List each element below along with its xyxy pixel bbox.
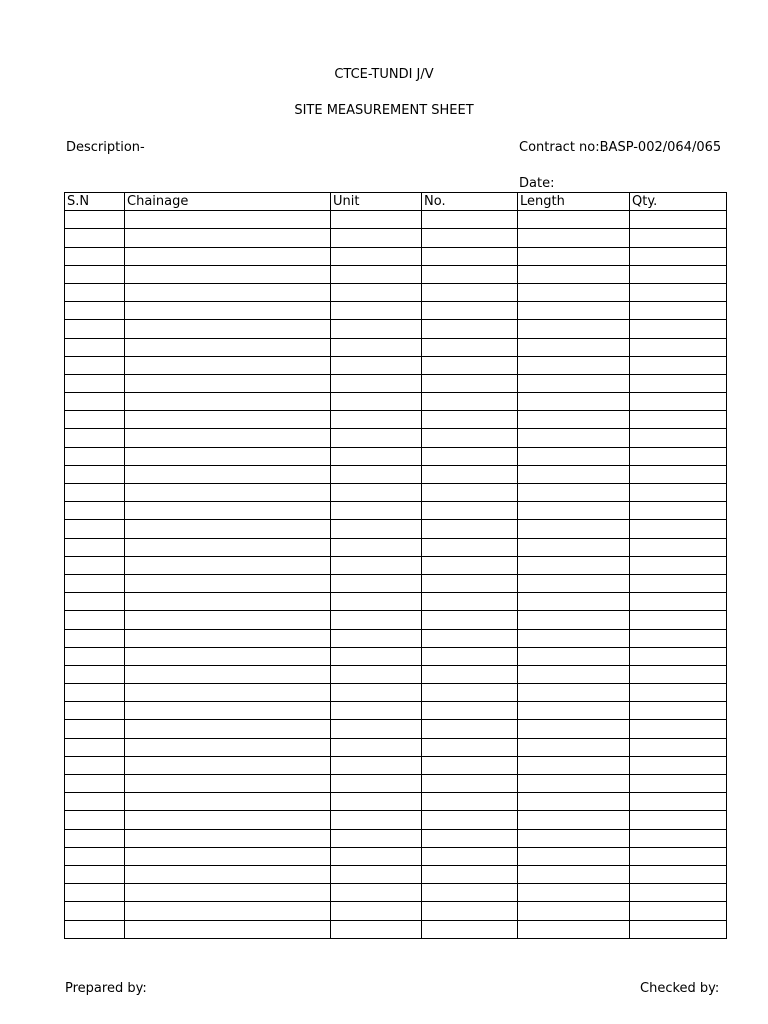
table-cell	[65, 684, 125, 702]
table-cell	[125, 684, 331, 702]
table-cell	[422, 829, 518, 847]
column-header-unit: Unit	[331, 193, 422, 211]
table-cell	[518, 902, 630, 920]
table-cell	[422, 593, 518, 611]
table-cell	[125, 865, 331, 883]
table-cell	[518, 720, 630, 738]
table-cell	[331, 702, 422, 720]
table-cell	[422, 211, 518, 229]
table-cell	[331, 902, 422, 920]
table-cell	[518, 847, 630, 865]
table-cell	[65, 865, 125, 883]
sheet-title: SITE MEASUREMENT SHEET	[294, 103, 474, 118]
table-cell	[518, 611, 630, 629]
table-cell	[331, 229, 422, 247]
table-cell	[630, 593, 727, 611]
table-cell	[422, 702, 518, 720]
table-cell	[518, 320, 630, 338]
table-row	[65, 920, 727, 938]
table-cell	[422, 756, 518, 774]
table-cell	[331, 629, 422, 647]
table-cell	[630, 738, 727, 756]
table-cell	[125, 356, 331, 374]
table-cell	[630, 247, 727, 265]
table-cell	[518, 865, 630, 883]
table-cell	[125, 756, 331, 774]
prepared-by-label: Prepared by:	[65, 981, 147, 996]
table-cell	[630, 393, 727, 411]
table-cell	[125, 847, 331, 865]
table-cell	[125, 647, 331, 665]
table-cell	[630, 447, 727, 465]
table-cell	[630, 302, 727, 320]
table-cell	[518, 520, 630, 538]
table-cell	[422, 520, 518, 538]
table-row	[65, 429, 727, 447]
table-cell	[331, 647, 422, 665]
table-cell	[65, 574, 125, 592]
table-cell	[630, 629, 727, 647]
table-row	[65, 265, 727, 283]
table-cell	[630, 320, 727, 338]
table-cell	[65, 665, 125, 683]
table-row	[65, 374, 727, 392]
table-cell	[125, 429, 331, 447]
table-cell	[518, 229, 630, 247]
table-cell	[630, 865, 727, 883]
table-cell	[331, 538, 422, 556]
table-cell	[125, 320, 331, 338]
table-cell	[518, 756, 630, 774]
table-cell	[65, 283, 125, 301]
table-cell	[630, 338, 727, 356]
table-cell	[630, 411, 727, 429]
table-cell	[65, 720, 125, 738]
table-cell	[125, 793, 331, 811]
column-header-chainage: Chainage	[125, 193, 331, 211]
table-cell	[65, 811, 125, 829]
table-cell	[65, 374, 125, 392]
table-cell	[65, 611, 125, 629]
table-cell	[422, 302, 518, 320]
table-cell	[125, 611, 331, 629]
table-row	[65, 756, 727, 774]
table-cell	[630, 556, 727, 574]
table-cell	[422, 411, 518, 429]
table-cell	[65, 884, 125, 902]
table-cell	[630, 847, 727, 865]
table-row	[65, 229, 727, 247]
table-cell	[65, 756, 125, 774]
table-cell	[422, 247, 518, 265]
table-cell	[65, 738, 125, 756]
table-cell	[630, 520, 727, 538]
table-cell	[630, 429, 727, 447]
table-row	[65, 665, 727, 683]
table-cell	[422, 684, 518, 702]
table-cell	[630, 484, 727, 502]
table-cell	[331, 829, 422, 847]
table-cell	[65, 538, 125, 556]
table-cell	[331, 556, 422, 574]
table-row	[65, 611, 727, 629]
table-cell	[125, 393, 331, 411]
table-cell	[125, 829, 331, 847]
table-cell	[65, 593, 125, 611]
table-cell	[422, 320, 518, 338]
table-cell	[518, 465, 630, 483]
table-cell	[125, 302, 331, 320]
table-row	[65, 902, 727, 920]
table-cell	[331, 865, 422, 883]
table-cell	[331, 465, 422, 483]
table-cell	[518, 775, 630, 793]
table-row	[65, 484, 727, 502]
table-row	[65, 447, 727, 465]
company-name: CTCE-TUNDI J/V	[334, 67, 434, 82]
table-cell	[125, 574, 331, 592]
table-cell	[65, 775, 125, 793]
table-cell	[331, 793, 422, 811]
table-cell	[518, 665, 630, 683]
table-cell	[518, 411, 630, 429]
table-cell	[518, 829, 630, 847]
table-cell	[65, 411, 125, 429]
table-cell	[331, 884, 422, 902]
table-cell	[518, 793, 630, 811]
table-cell	[422, 775, 518, 793]
table-cell	[331, 356, 422, 374]
table-cell	[518, 484, 630, 502]
table-cell	[422, 393, 518, 411]
table-cell	[518, 884, 630, 902]
table-cell	[125, 447, 331, 465]
table-cell	[630, 647, 727, 665]
table-cell	[630, 684, 727, 702]
table-cell	[518, 920, 630, 938]
table-cell	[65, 320, 125, 338]
table-cell	[331, 847, 422, 865]
table-cell	[65, 338, 125, 356]
table-cell	[630, 211, 727, 229]
table-cell	[125, 556, 331, 574]
table-cell	[518, 211, 630, 229]
table-cell	[125, 902, 331, 920]
table-cell	[125, 720, 331, 738]
column-header-no: No.	[422, 193, 518, 211]
table-cell	[331, 502, 422, 520]
table-row	[65, 411, 727, 429]
table-cell	[65, 556, 125, 574]
table-cell	[65, 465, 125, 483]
table-cell	[422, 265, 518, 283]
table-cell	[331, 738, 422, 756]
table-row	[65, 793, 727, 811]
table-cell	[422, 574, 518, 592]
table-row	[65, 538, 727, 556]
table-cell	[125, 884, 331, 902]
table-cell	[331, 247, 422, 265]
table-cell	[518, 265, 630, 283]
table-cell	[422, 902, 518, 920]
table-cell	[125, 265, 331, 283]
table-cell	[65, 520, 125, 538]
table-cell	[331, 393, 422, 411]
table-cell	[331, 447, 422, 465]
table-cell	[125, 811, 331, 829]
table-cell	[422, 356, 518, 374]
table-cell	[630, 356, 727, 374]
table-cell	[125, 374, 331, 392]
table-cell	[331, 665, 422, 683]
table-cell	[125, 702, 331, 720]
table-cell	[630, 283, 727, 301]
table-cell	[518, 593, 630, 611]
table-cell	[422, 847, 518, 865]
table-cell	[65, 429, 125, 447]
table-cell	[331, 611, 422, 629]
table-cell	[331, 302, 422, 320]
table-cell	[65, 247, 125, 265]
table-row	[65, 574, 727, 592]
table-cell	[331, 720, 422, 738]
table-cell	[518, 738, 630, 756]
table-cell	[125, 229, 331, 247]
table-cell	[630, 374, 727, 392]
table-cell	[630, 611, 727, 629]
table-cell	[630, 665, 727, 683]
table-cell	[422, 484, 518, 502]
table-cell	[422, 338, 518, 356]
table-row	[65, 647, 727, 665]
table-row	[65, 502, 727, 520]
table-cell	[630, 538, 727, 556]
table-row	[65, 302, 727, 320]
table-cell	[65, 920, 125, 938]
table-row	[65, 320, 727, 338]
table-cell	[422, 665, 518, 683]
table-cell	[125, 775, 331, 793]
table-cell	[422, 629, 518, 647]
table-cell	[65, 847, 125, 865]
table-cell	[125, 665, 331, 683]
table-cell	[65, 702, 125, 720]
table-cell	[518, 393, 630, 411]
table-cell	[125, 247, 331, 265]
table-cell	[630, 902, 727, 920]
table-cell	[518, 247, 630, 265]
table-cell	[518, 447, 630, 465]
table-cell	[65, 302, 125, 320]
table-cell	[422, 447, 518, 465]
table-cell	[518, 702, 630, 720]
column-header-length: Length	[518, 193, 630, 211]
table-cell	[65, 393, 125, 411]
table-cell	[331, 320, 422, 338]
table-cell	[518, 302, 630, 320]
table-cell	[630, 574, 727, 592]
contract-number-label: Contract no:BASP-002/064/065	[519, 140, 722, 155]
table-cell	[630, 829, 727, 847]
table-cell	[125, 738, 331, 756]
table-cell	[518, 629, 630, 647]
table-row	[65, 356, 727, 374]
table-cell	[630, 775, 727, 793]
table-row	[65, 738, 727, 756]
table-cell	[630, 465, 727, 483]
table-cell	[518, 356, 630, 374]
table-cell	[630, 811, 727, 829]
table-cell	[125, 593, 331, 611]
table-row	[65, 702, 727, 720]
table-cell	[331, 520, 422, 538]
table-cell	[65, 356, 125, 374]
table-cell	[331, 374, 422, 392]
table-cell	[422, 556, 518, 574]
table-cell	[331, 484, 422, 502]
table-cell	[331, 811, 422, 829]
table-cell	[331, 265, 422, 283]
table-header-row	[65, 193, 727, 211]
table-cell	[125, 920, 331, 938]
table-cell	[65, 211, 125, 229]
table-row	[65, 884, 727, 902]
table-row	[65, 775, 727, 793]
table-cell	[630, 756, 727, 774]
table-cell	[518, 647, 630, 665]
table-cell	[422, 811, 518, 829]
table-cell	[65, 629, 125, 647]
table-cell	[331, 574, 422, 592]
table-cell	[422, 229, 518, 247]
table-cell	[125, 502, 331, 520]
table-cell	[518, 538, 630, 556]
table-row	[65, 465, 727, 483]
date-label: Date:	[519, 176, 555, 191]
table-row	[65, 520, 727, 538]
table-cell	[125, 484, 331, 502]
table-row	[65, 829, 727, 847]
table-row	[65, 593, 727, 611]
table-cell	[125, 211, 331, 229]
table-cell	[518, 338, 630, 356]
table-cell	[125, 465, 331, 483]
table-cell	[630, 884, 727, 902]
table-cell	[125, 629, 331, 647]
table-cell	[422, 720, 518, 738]
table-cell	[331, 211, 422, 229]
table-cell	[65, 793, 125, 811]
table-cell	[331, 283, 422, 301]
table-row	[65, 338, 727, 356]
table-cell	[125, 283, 331, 301]
table-cell	[518, 574, 630, 592]
table-cell	[125, 520, 331, 538]
table-cell	[125, 338, 331, 356]
table-cell	[422, 283, 518, 301]
table-cell	[518, 811, 630, 829]
table-row	[65, 811, 727, 829]
table-cell	[422, 611, 518, 629]
table-cell	[65, 502, 125, 520]
table-cell	[422, 865, 518, 883]
table-cell	[331, 429, 422, 447]
table-cell	[422, 502, 518, 520]
table-row	[65, 393, 727, 411]
table-cell	[518, 684, 630, 702]
table-cell	[518, 429, 630, 447]
table-cell	[422, 920, 518, 938]
table-cell	[65, 229, 125, 247]
table-cell	[331, 684, 422, 702]
table-cell	[65, 484, 125, 502]
table-cell	[331, 411, 422, 429]
table-cell	[630, 502, 727, 520]
table-cell	[65, 829, 125, 847]
table-cell	[65, 265, 125, 283]
table-cell	[331, 338, 422, 356]
table-cell	[422, 374, 518, 392]
table-cell	[331, 593, 422, 611]
table-cell	[630, 265, 727, 283]
table-cell	[331, 920, 422, 938]
table-cell	[331, 756, 422, 774]
table-cell	[630, 920, 727, 938]
table-cell	[422, 538, 518, 556]
table-cell	[65, 647, 125, 665]
table-cell	[65, 902, 125, 920]
table-cell	[518, 374, 630, 392]
table-cell	[630, 793, 727, 811]
table-cell	[630, 229, 727, 247]
table-body	[65, 211, 727, 939]
measurement-table	[64, 192, 727, 939]
table-row	[65, 283, 727, 301]
table-row	[65, 247, 727, 265]
table-cell	[630, 702, 727, 720]
column-header-qty: Qty.	[630, 193, 727, 211]
table-cell	[331, 775, 422, 793]
table-cell	[518, 556, 630, 574]
table-row	[65, 629, 727, 647]
table-cell	[125, 411, 331, 429]
table-row	[65, 720, 727, 738]
description-label: Description-	[66, 140, 145, 155]
table-row	[65, 211, 727, 229]
table-cell	[65, 447, 125, 465]
table-cell	[518, 502, 630, 520]
table-row	[65, 684, 727, 702]
table-cell	[630, 720, 727, 738]
table-cell	[422, 465, 518, 483]
checked-by-label: Checked by:	[640, 981, 720, 996]
table-cell	[422, 647, 518, 665]
table-cell	[422, 429, 518, 447]
table-cell	[422, 738, 518, 756]
table-row	[65, 865, 727, 883]
column-header-sn: S.N	[65, 193, 125, 211]
table-row	[65, 556, 727, 574]
table-cell	[422, 884, 518, 902]
table-cell	[422, 793, 518, 811]
table-cell	[125, 538, 331, 556]
table-cell	[518, 283, 630, 301]
table-row	[65, 847, 727, 865]
